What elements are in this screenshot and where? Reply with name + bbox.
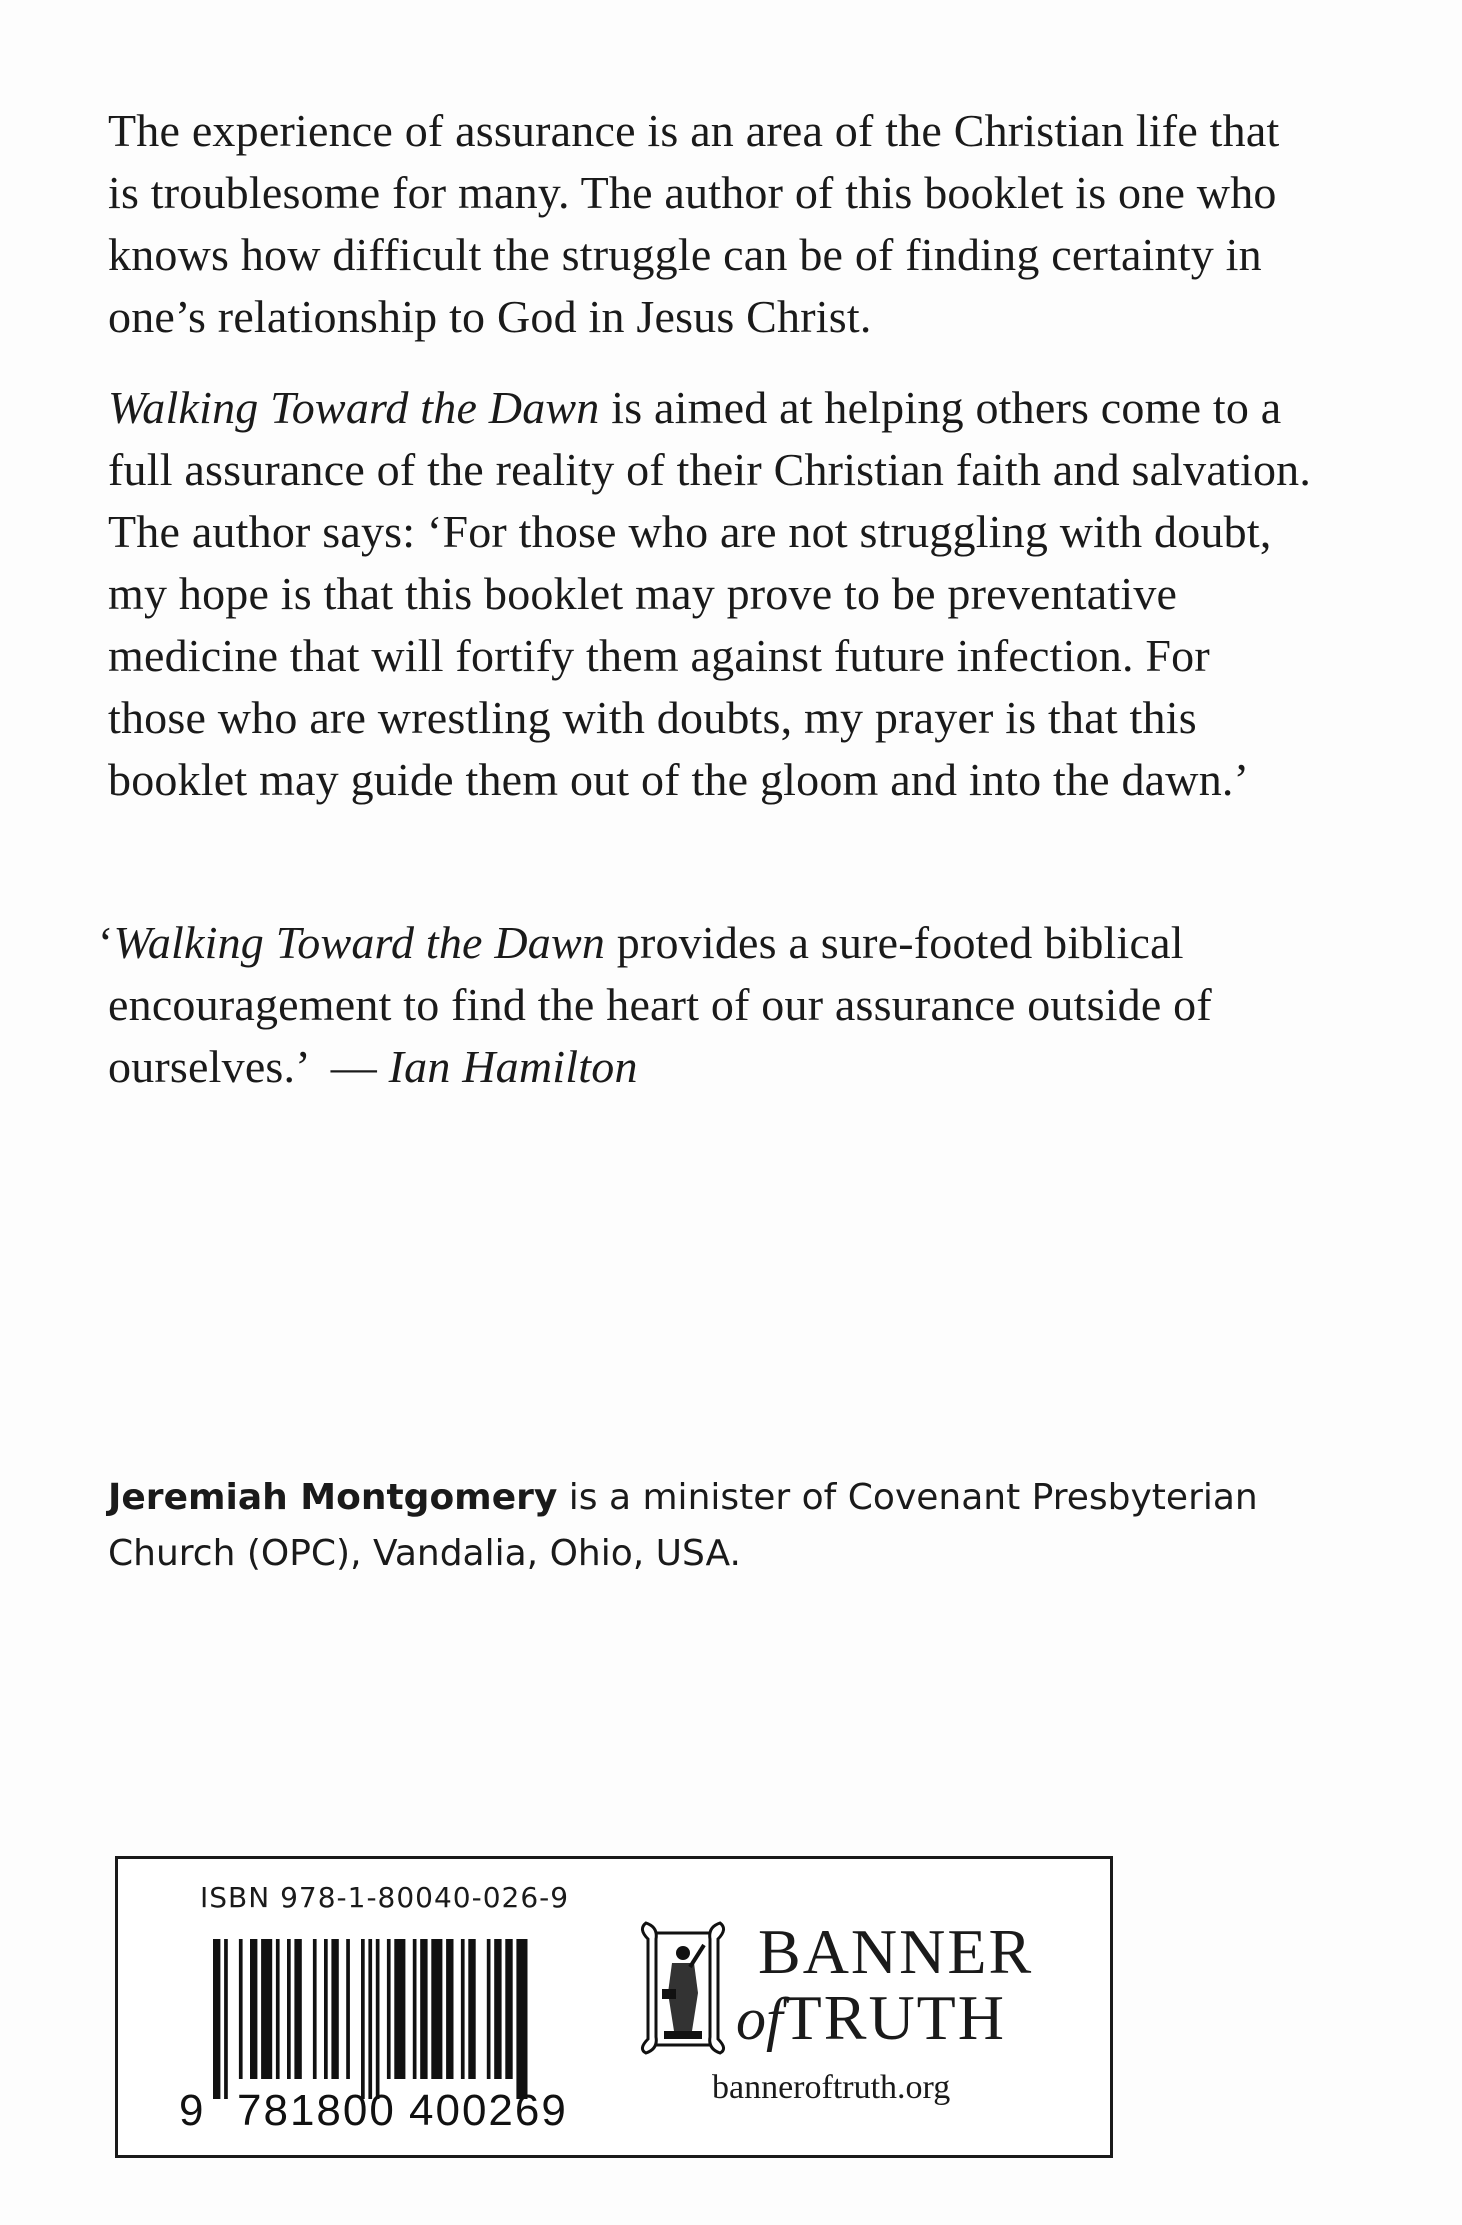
- text-line: [98, 912, 1338, 974]
- barcode-bar: [331, 1939, 338, 2079]
- barcode-digits-left: 781800: [237, 2086, 396, 2135]
- publisher-website: banneroftruth.org: [712, 2069, 951, 2106]
- text-line: knows how difficult the struggle can be of finding certainty in: [108, 229, 1262, 280]
- barcode-bar: [224, 1939, 228, 2099]
- barcode-bar: [516, 1939, 527, 2099]
- barcode-bar: [261, 1939, 272, 2079]
- barcode-bar: [287, 1939, 291, 2079]
- barcode-bar: [387, 1939, 391, 2079]
- text-line: The experience of assurance is an area of the Christian life that: [108, 105, 1280, 156]
- barcode-digit-first: 9: [179, 2086, 204, 2135]
- barcode-bar: [468, 1939, 475, 2079]
- text-line: medicine that will fortify them against future infection. For: [108, 630, 1210, 681]
- publisher-name-line1: BANNER: [758, 1916, 1034, 1987]
- text-line: booklet may guide them out of the gloom and into the dawn.’: [108, 754, 1250, 805]
- barcode-bar: [324, 1939, 328, 2079]
- text-line: is troublesome for many. The author of this booklet is one who: [108, 167, 1277, 218]
- text-line: one’s relationship to God in Jesus Christ.: [108, 291, 872, 342]
- text-line: Church (OPC), Vandalia, Ohio, USA.: [108, 1533, 741, 1574]
- barcode-bar: [276, 1939, 280, 2079]
- book-title: Walking Toward the Dawn: [113, 917, 606, 968]
- barcode-bar: [494, 1939, 501, 2079]
- barcode-bar: [346, 1939, 350, 2079]
- book-title: Walking Toward the Dawn: [108, 382, 600, 433]
- barcode-publisher-box: [115, 1856, 1113, 2158]
- barcode-bar: [213, 1939, 220, 2099]
- barcode: [163, 1919, 673, 2139]
- barcode-bar: [361, 1939, 365, 2099]
- preacher-emblem-icon: [628, 1919, 738, 2059]
- barcode-bar: [394, 1939, 405, 2079]
- isbn-label: ISBN 978-1-80040-026-9: [200, 1881, 570, 1914]
- description-paragraph-2: [108, 377, 1348, 811]
- barcode-bar: [239, 1939, 243, 2079]
- open-quote-mark: ‘: [98, 917, 114, 968]
- barcode-bar: [431, 1939, 442, 2079]
- barcode-bars: [213, 1939, 528, 2099]
- author-bio: [108, 1470, 1368, 1582]
- text-line: [98, 1036, 1338, 1098]
- text-line: my hope is that this booklet may prove to be preventative: [108, 568, 1178, 619]
- barcode-bar: [487, 1939, 491, 2079]
- barcode-bar: [505, 1939, 512, 2079]
- text-line: those who are wrestling with doubts, my prayer is that this: [108, 692, 1197, 743]
- publisher-name-of: of: [736, 1986, 783, 2052]
- barcode-bar: [413, 1939, 417, 2079]
- author-name: Jeremiah Montgomery: [108, 1477, 558, 1518]
- barcode-bar: [368, 1939, 372, 2099]
- barcode-bar: [376, 1939, 380, 2099]
- text-line: The author says: ‘For those who are not struggling with doubt,: [108, 506, 1272, 557]
- barcode-digits-right: 400269: [409, 2086, 568, 2135]
- publisher-name-truth: TRUTH: [782, 1982, 1006, 2053]
- barcode-bar: [420, 1939, 427, 2079]
- description-paragraph-1: [108, 100, 1348, 348]
- text-line: full assurance of the reality of their Christian faith and salvation.: [108, 444, 1312, 495]
- barcode-bar: [461, 1939, 465, 2079]
- barcode-bar: [446, 1939, 453, 2079]
- barcode-bar: [294, 1939, 301, 2079]
- text-fragment: is a minister of Covenant Presbyterian: [557, 1477, 1258, 1518]
- barcode-bar: [313, 1939, 317, 2079]
- text-line: [108, 377, 1348, 439]
- endorsement-quote: [98, 912, 1338, 1098]
- publisher-name-line2: [736, 1983, 1006, 2054]
- text-fragment: provides a sure-footed biblical: [605, 917, 1184, 968]
- text-line: encouragement to find the heart of our assurance outside of: [108, 979, 1212, 1030]
- text-line: [108, 1470, 1368, 1526]
- endorsement-author: Ian Hamilton: [388, 1041, 638, 1092]
- text-fragment: is aimed at helping others come to a: [599, 382, 1282, 433]
- text-fragment: ourselves.’ —: [108, 1041, 389, 1092]
- barcode-bar: [250, 1939, 257, 2079]
